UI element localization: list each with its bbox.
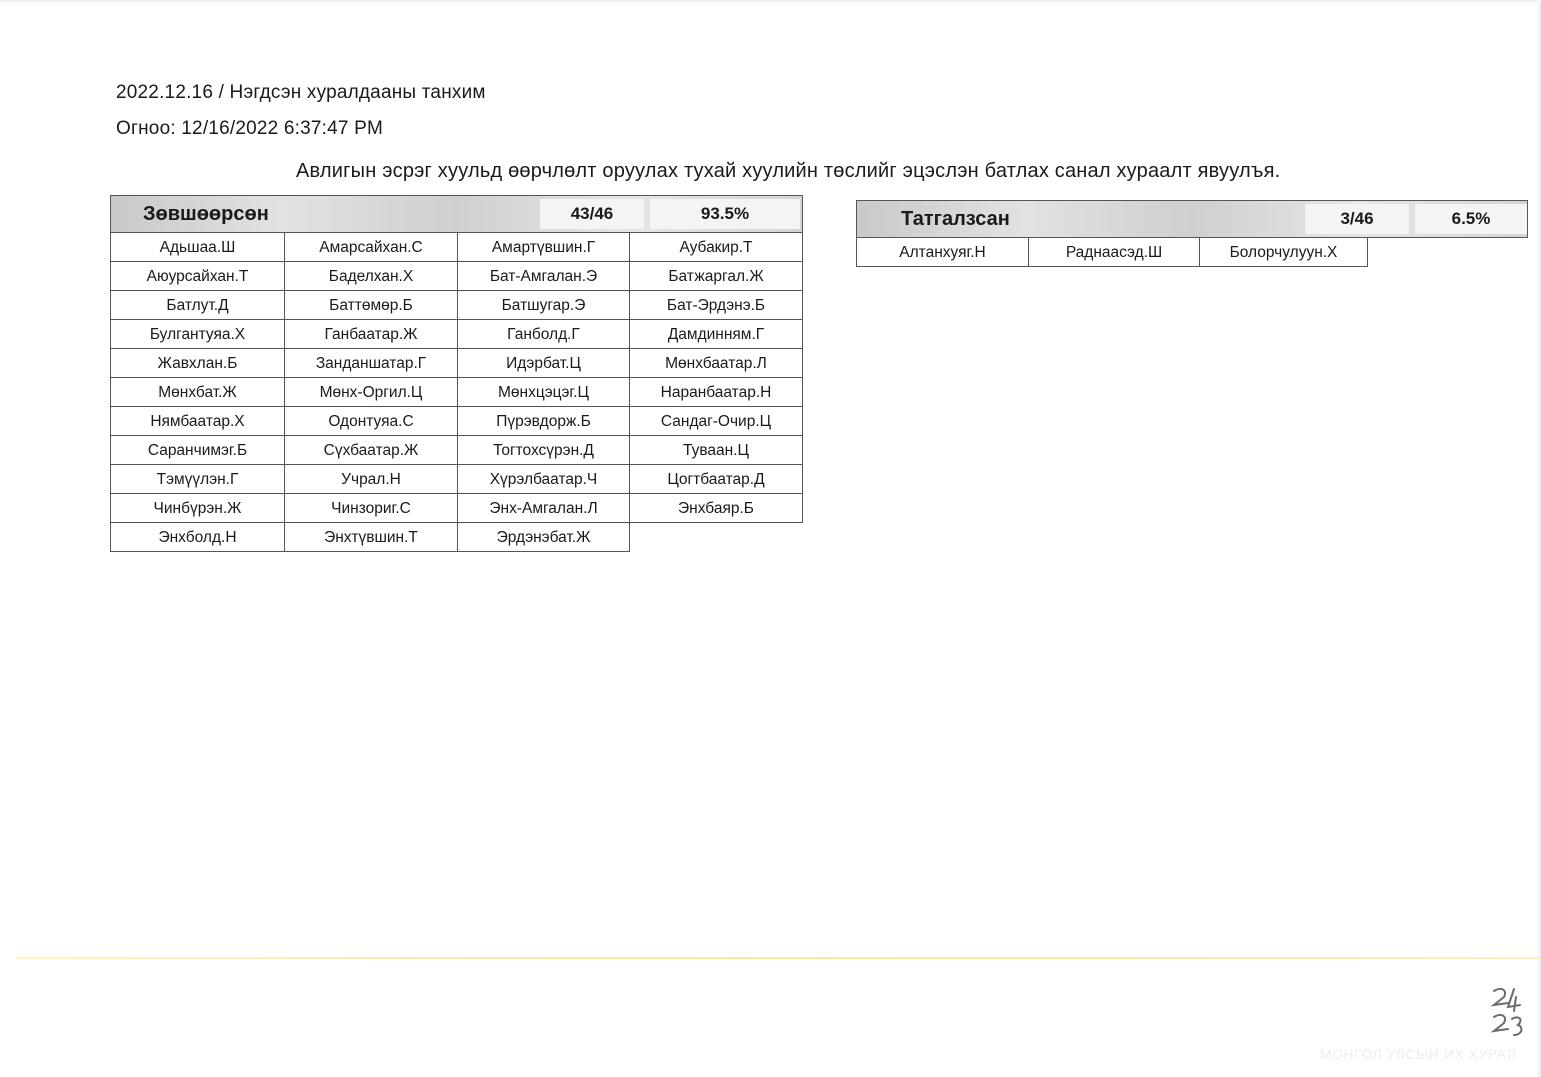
approved-name-cell: Бат-Эрдэнэ.Б (630, 291, 803, 320)
approved-name-cell: Ганбаатар.Ж (285, 320, 458, 349)
approved-name-cell: Энхболд.Н (111, 523, 285, 552)
approved-name-cell: Ганболд.Г (458, 320, 630, 349)
approved-header (110, 195, 803, 233)
approved-name-cell: Нямбаатар.Х (111, 407, 285, 436)
approved-name-cell: Амарсайхан.С (285, 233, 458, 262)
approved-name-cell: Чинзориг.С (285, 494, 458, 523)
approved-percent: 93.5% (650, 199, 800, 229)
rejected-name-cell: Раднаасэд.Ш (1029, 238, 1200, 267)
approved-name-cell: Мөнх-Оргил.Ц (285, 378, 458, 407)
scan-shadow-right (1537, 0, 1541, 1077)
approved-votes-table (110, 195, 803, 552)
motion-text: Авлигын эсрэг хуульд өөрчлөлт оруулах тухай хуулийн төслийг эцэслэн батлах санал хураалт явуулъя. (296, 160, 1281, 182)
approved-name-cell: Хүрэлбаатар.Ч (458, 465, 630, 494)
approved-name-cell: Энхбаяр.Б (630, 494, 803, 523)
approved-name-cell: Аюурсайхан.Т (111, 262, 285, 291)
approved-name-cell: Адьшаа.Ш (111, 233, 285, 262)
rejected-header (856, 200, 1528, 238)
vote-timestamp: Огноо: 12/16/2022 6:37:47 PM (116, 118, 384, 139)
approved-name-cell: Занданшатар.Г (285, 349, 458, 378)
approved-name-cell: Бат-Амгалан.Э (458, 262, 630, 291)
rejected-count: 3/46 (1305, 204, 1409, 234)
approved-name-cell: Жавхлан.Б (111, 349, 285, 378)
rejected-names-grid (856, 238, 1369, 267)
approved-name-cell: Туваан.Ц (630, 436, 803, 465)
approved-title: Зөвшөөрсөн (143, 202, 269, 225)
approved-name-cell: Цогтбаатар.Д (630, 465, 803, 494)
rejected-votes-table (856, 200, 1528, 267)
approved-name-cell: Идэрбат.Ц (458, 349, 630, 378)
approved-name-cell: Баттөмөр.Б (285, 291, 458, 320)
approved-name-cell: Мөнхбат.Ж (111, 378, 285, 407)
approved-name-cell: Сандаг-Очир.Ц (630, 407, 803, 436)
rejected-name-cell: Алтанхуяг.Н (857, 238, 1029, 267)
handwritten-page-number (1486, 985, 1530, 1041)
rejected-name-cell: Болорчулуун.Х (1200, 238, 1368, 267)
approved-name-cell: Баделхан.Х (285, 262, 458, 291)
approved-name-cell: Пүрэвдорж.Б (458, 407, 630, 436)
approved-name-cell: Учрал.Н (285, 465, 458, 494)
approved-name-cell: Батлут.Д (111, 291, 285, 320)
approved-name-cell: Энхтүвшин.Т (285, 523, 458, 552)
footer-watermark: МОНГОЛ УЛСЫН ИХ ХУРАЛ (1320, 1046, 1517, 1062)
approved-name-cell: Мөнхцэцэг.Ц (458, 378, 630, 407)
approved-names-grid (110, 233, 803, 552)
approved-name-cell: Батжаргал.Ж (630, 262, 803, 291)
approved-name-cell: Батшугар.Э (458, 291, 630, 320)
approved-name-cell: Мөнхбаатар.Л (630, 349, 803, 378)
approved-name-cell: Тогтохсүрэн.Д (458, 436, 630, 465)
approved-name-cell: Сүхбаатар.Ж (285, 436, 458, 465)
approved-name-cell: Дамдинням.Г (630, 320, 803, 349)
approved-name-cell: Энх-Амгалан.Л (458, 494, 630, 523)
approved-name-cell: Эрдэнэбат.Ж (458, 523, 630, 552)
approved-name-cell: Амартүвшин.Г (458, 233, 630, 262)
rejected-title: Татгалзсан (901, 207, 1010, 230)
scan-highlight-line (16, 957, 1541, 959)
approved-name-cell: Тэмүүлэн.Г (111, 465, 285, 494)
approved-name-cell: Саранчимэг.Б (111, 436, 285, 465)
approved-name-cell: Булгантуяа.Х (111, 320, 285, 349)
rejected-percent: 6.5% (1415, 204, 1527, 234)
scan-shadow-top (0, 0, 1541, 4)
approved-count: 43/46 (540, 199, 644, 229)
session-date-room: 2022.12.16 / Нэгдсэн хуралдааны танхим (116, 82, 486, 103)
approved-name-cell: Одонтуяа.С (285, 407, 458, 436)
approved-name-cell: Чинбүрэн.Ж (111, 494, 285, 523)
approved-name-cell: Аубакир.Т (630, 233, 803, 262)
approved-name-cell: Наранбаатар.Н (630, 378, 803, 407)
